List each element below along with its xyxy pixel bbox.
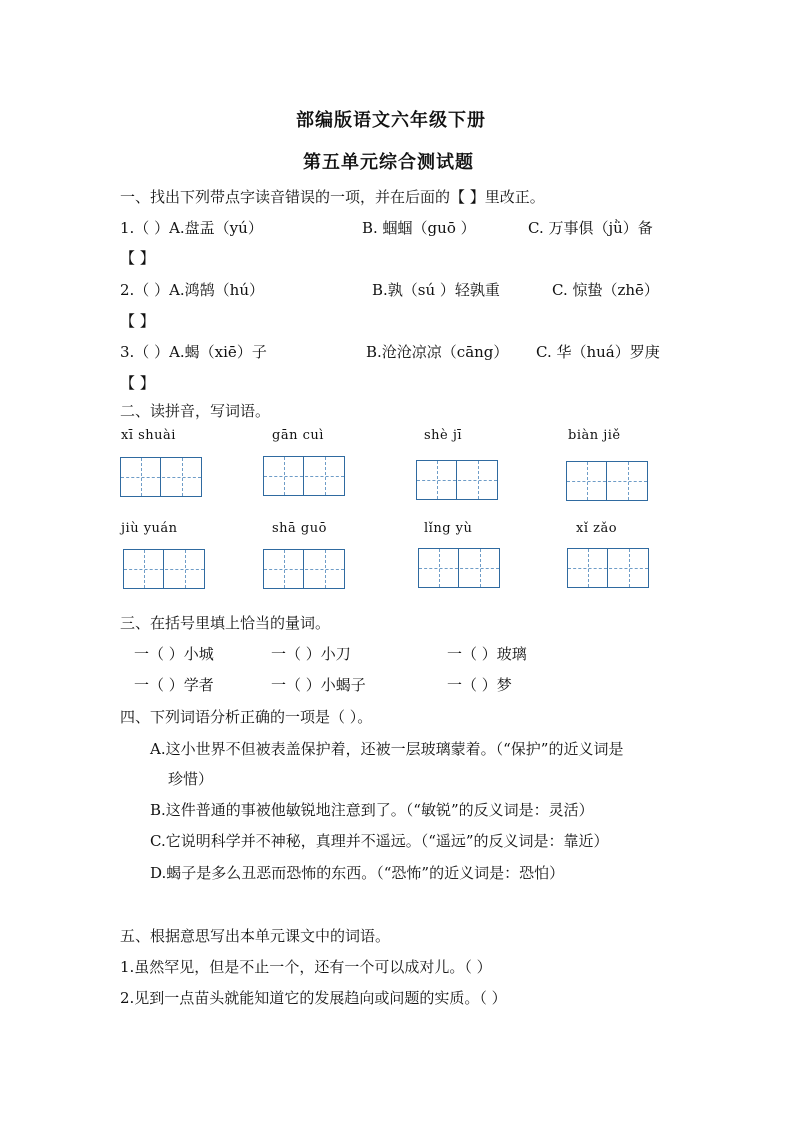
document-subtitle: 第五单元综合测试题 — [303, 152, 474, 173]
choice-b: B.这件普通的事被他敏锐地注意到了。（“敏锐”的反义词是：灵活） — [150, 801, 594, 819]
q2-option-c: C. 惊蛰（zhē） — [552, 281, 659, 299]
writing-grid[interactable] — [120, 457, 202, 497]
writing-grid[interactable] — [418, 548, 500, 588]
section-1-heading: 一、找出下列带点字读音错误的一项，并在后面的【 】里改正。 — [120, 188, 545, 206]
pinyin-label: biàn jiě — [568, 428, 621, 443]
pinyin-label: shā guō — [272, 521, 327, 536]
measure-word-item: 一（ ）梦 — [447, 676, 512, 694]
measure-word-item: 一（ ）学者 — [134, 676, 214, 694]
choice-c: C.它说明科学并不神秘，真理并不遥远。（“遥远”的反义词是：靠近） — [150, 832, 609, 850]
writing-grid[interactable] — [123, 549, 205, 589]
q3-option-b: B.沧沧凉凉（cāng） — [366, 343, 509, 361]
choice-a-continued: 珍惜） — [168, 770, 214, 788]
section-3-heading: 三、在括号里填上恰当的量词。 — [120, 614, 331, 632]
q2-answer-bracket: 【 】 — [120, 312, 155, 330]
writing-grid[interactable] — [263, 549, 345, 589]
q2-option-a: 2.（ ）A.鸿鹄（hú） — [120, 281, 265, 299]
pinyin-label: lǐng yù — [424, 521, 473, 536]
pinyin-label: jiù yuán — [121, 521, 178, 536]
pinyin-label: xī shuài — [121, 428, 176, 443]
section-5-heading: 五、根据意思写出本单元课文中的词语。 — [120, 927, 391, 945]
section-2-heading: 二、读拼音，写词语。 — [120, 402, 271, 420]
q3-option-c: C. 华（huá）罗庚 — [536, 343, 660, 361]
measure-word-item: 一（ ）小蝎子 — [271, 676, 366, 694]
writing-grid[interactable] — [416, 460, 498, 500]
q1-answer-bracket: 【 】 — [120, 249, 155, 267]
pinyin-label: shè jī — [424, 428, 463, 443]
q1-option-c: C. 万事俱（jǜ）备 — [528, 219, 653, 237]
pinyin-label: gān cuì — [272, 428, 324, 443]
pinyin-label: xǐ zǎo — [576, 521, 618, 536]
q2-option-b: B.孰（sú ）轻孰重 — [372, 281, 500, 299]
document-title: 部编版语文六年级下册 — [296, 110, 486, 131]
measure-word-item: 一（ ）小刀 — [271, 645, 351, 663]
q3-option-a: 3.（ ）A.蝎（xiē）子 — [120, 343, 267, 361]
s5-question-2: 2.见到一点苗头就能知道它的发展趋向或问题的实质。（ ） — [120, 989, 507, 1007]
writing-grid[interactable] — [566, 461, 648, 501]
choice-a: A.这小世界不但被表盖保护着，还被一层玻璃蒙着。（“保护”的近义词是 — [150, 740, 624, 758]
measure-word-item: 一（ ）玻璃 — [447, 645, 527, 663]
q3-answer-bracket: 【 】 — [120, 374, 155, 392]
q1-option-a: 1.（ ）A.盘盂（yú） — [120, 219, 263, 237]
s5-question-1: 1.虽然罕见，但是不止一个，还有一个可以成对儿。（ ） — [120, 958, 492, 976]
choice-d: D.蝎子是多么丑恶而恐怖的东西。（“恐怖”的近义词是：恐怕） — [150, 864, 565, 882]
writing-grid[interactable] — [567, 548, 649, 588]
section-4-heading: 四、下列词语分析正确的一项是（ ）。 — [120, 708, 373, 726]
measure-word-item: 一（ ）小城 — [134, 645, 214, 663]
q1-option-b: B. 蝈蝈（guō ） — [362, 219, 476, 237]
writing-grid[interactable] — [263, 456, 345, 496]
